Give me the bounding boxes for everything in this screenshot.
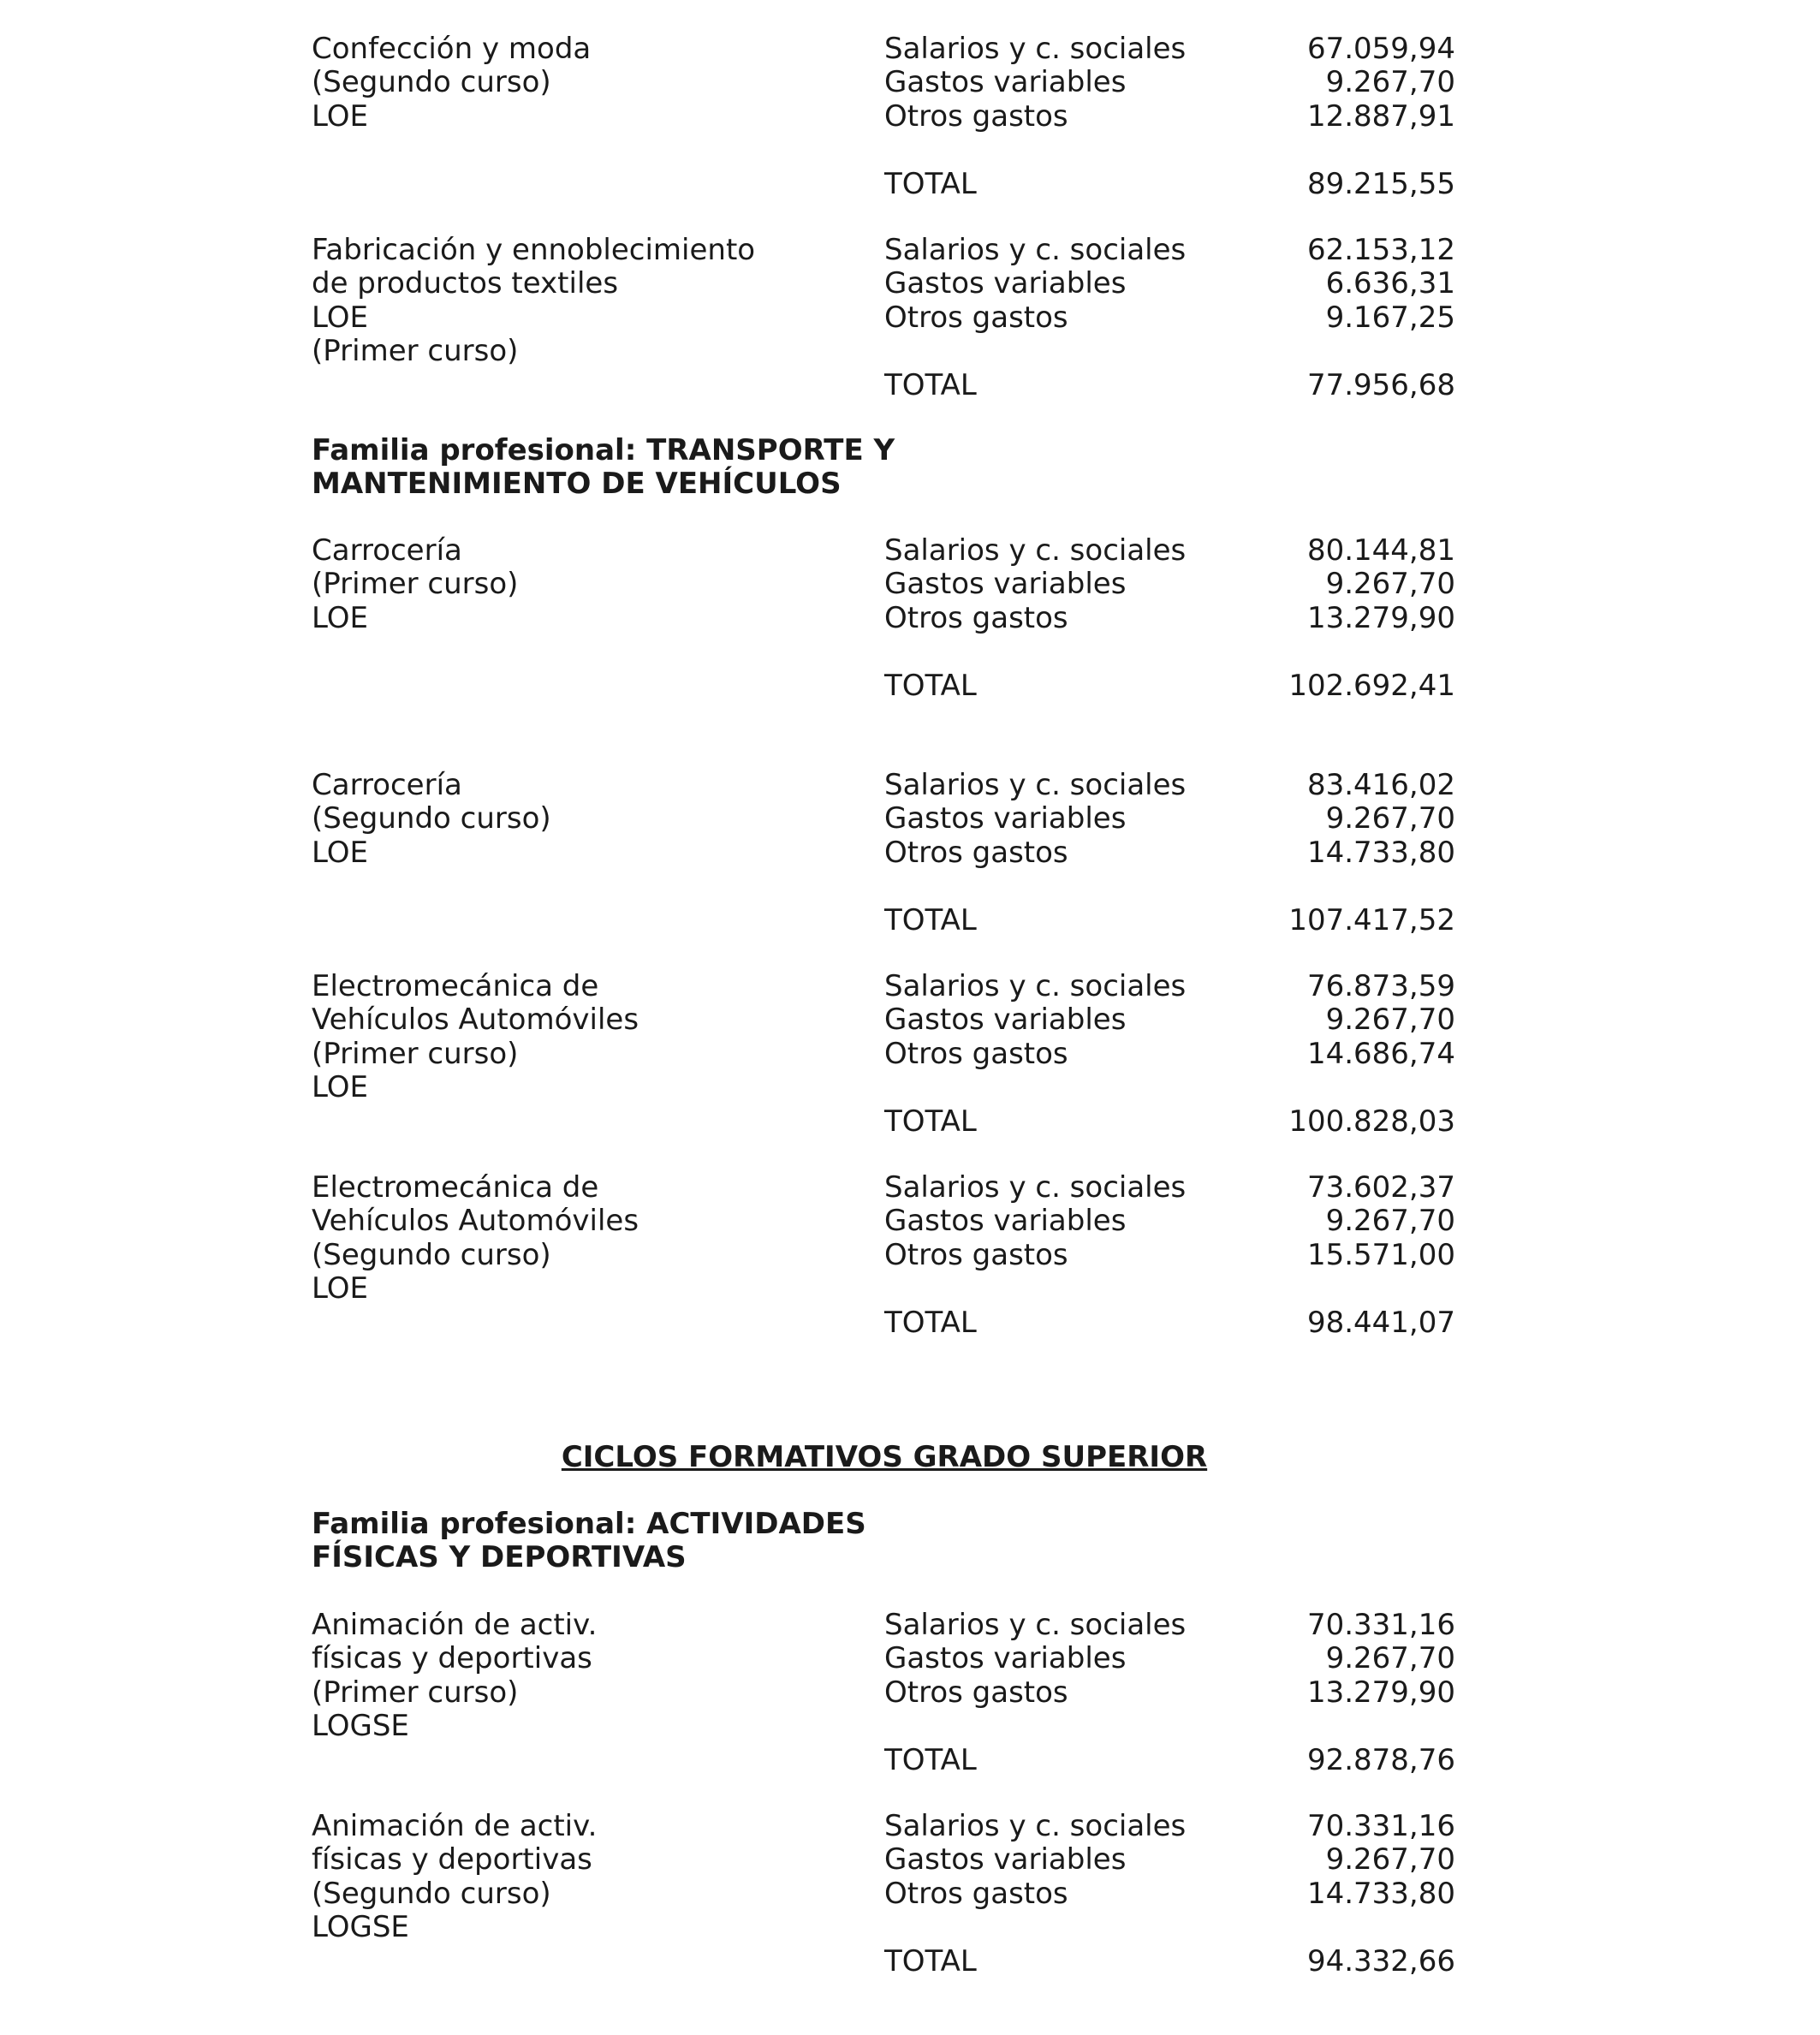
cost-concept: Gastos variables	[884, 1842, 1127, 1877]
total-amount: 89.215,55	[1306, 167, 1455, 201]
entry-label-line: Vehículos Automóviles	[312, 1003, 639, 1037]
cost-concept: Salarios y c. sociales	[884, 32, 1187, 66]
entry-label-line: Electromecánica de	[312, 1170, 599, 1205]
entry-label-line: Fabricación y ennoblecimiento	[312, 233, 756, 267]
total-label: TOTAL	[884, 167, 977, 201]
cost-amount: 14.733,80	[1306, 836, 1455, 870]
entry-label-line: Carrocería	[312, 768, 462, 802]
cost-concept: Otros gastos	[884, 1238, 1068, 1272]
entry-label-line: físicas y deportivas	[312, 1641, 592, 1675]
entry-label-line: LOE	[312, 1271, 368, 1306]
total-label: TOTAL	[884, 1743, 977, 1777]
family-heading-line: FÍSICAS Y DEPORTIVAS	[312, 1540, 687, 1574]
cost-amount: 15.571,00	[1306, 1238, 1455, 1272]
total-amount: 102.692,41	[1288, 669, 1455, 703]
cost-amount: 80.144,81	[1306, 533, 1455, 568]
cost-concept: Salarios y c. sociales	[884, 533, 1187, 568]
entry-label-line: LOE	[312, 1070, 368, 1104]
cost-amount: 83.416,02	[1306, 768, 1455, 802]
total-label: TOTAL	[884, 1104, 977, 1139]
cost-concept: Otros gastos	[884, 99, 1068, 134]
cost-concept: Otros gastos	[884, 601, 1068, 635]
cost-concept: Salarios y c. sociales	[884, 969, 1187, 1003]
cost-concept: Salarios y c. sociales	[884, 233, 1187, 267]
entry-label-line: LOE	[312, 836, 368, 870]
entry-label-line: de productos textiles	[312, 266, 619, 300]
entry-label-line: (Primer curso)	[312, 1675, 519, 1710]
cost-concept: Gastos variables	[884, 1641, 1127, 1675]
cost-amount: 14.686,74	[1306, 1037, 1455, 1071]
cost-amount: 9.267,70	[1325, 1641, 1455, 1675]
total-amount: 92.878,76	[1306, 1743, 1455, 1777]
total-label: TOTAL	[884, 1944, 977, 1978]
cost-amount: 76.873,59	[1306, 969, 1455, 1003]
entry-label-line: (Primer curso)	[312, 1037, 519, 1071]
cost-concept: Salarios y c. sociales	[884, 1608, 1187, 1642]
entry-label-line: Vehículos Automóviles	[312, 1204, 639, 1238]
entry-label-line: LOE	[312, 99, 368, 134]
entry-label-line: (Primer curso)	[312, 334, 519, 368]
cost-amount: 9.167,25	[1325, 300, 1455, 335]
cost-amount: 12.887,91	[1306, 99, 1455, 134]
entry-label-line: LOE	[312, 601, 368, 635]
cost-concept: Otros gastos	[884, 1037, 1068, 1071]
cost-amount: 9.267,70	[1325, 801, 1455, 836]
cost-amount: 70.331,16	[1306, 1809, 1455, 1843]
cost-concept: Salarios y c. sociales	[884, 1809, 1187, 1843]
cost-amount: 9.267,70	[1325, 65, 1455, 99]
cost-amount: 9.267,70	[1325, 1204, 1455, 1238]
cost-amount: 62.153,12	[1306, 233, 1455, 267]
entry-label-line: físicas y deportivas	[312, 1842, 592, 1877]
cost-amount: 70.331,16	[1306, 1608, 1455, 1642]
cost-concept: Gastos variables	[884, 266, 1127, 300]
entry-label-line: (Primer curso)	[312, 567, 519, 601]
total-amount: 94.332,66	[1306, 1944, 1455, 1978]
cost-amount: 9.267,70	[1325, 1842, 1455, 1877]
cost-amount: 6.636,31	[1325, 266, 1455, 300]
cost-concept: Otros gastos	[884, 1675, 1068, 1710]
cost-amount: 9.267,70	[1325, 567, 1455, 601]
cost-concept: Otros gastos	[884, 1877, 1068, 1911]
family-heading-line: Familia profesional: TRANSPORTE Y	[312, 433, 895, 467]
entry-label-line: LOE	[312, 300, 368, 335]
total-amount: 77.956,68	[1306, 368, 1455, 402]
entry-label-line: (Segundo curso)	[312, 65, 551, 99]
cost-concept: Gastos variables	[884, 65, 1127, 99]
cost-concept: Salarios y c. sociales	[884, 768, 1187, 802]
cost-amount: 9.267,70	[1325, 1003, 1455, 1037]
entry-label-line: (Segundo curso)	[312, 1238, 551, 1272]
total-label: TOTAL	[884, 368, 977, 402]
entry-label-line: LOGSE	[312, 1709, 409, 1743]
cost-amount: 73.602,37	[1306, 1170, 1455, 1205]
cost-amount: 67.059,94	[1306, 32, 1455, 66]
total-label: TOTAL	[884, 669, 977, 703]
cost-concept: Gastos variables	[884, 1003, 1127, 1037]
cost-concept: Otros gastos	[884, 300, 1068, 335]
total-amount: 100.828,03	[1288, 1104, 1455, 1139]
cost-concept: Gastos variables	[884, 1204, 1127, 1238]
cost-amount: 13.279,90	[1306, 1675, 1455, 1710]
entry-label-line: (Segundo curso)	[312, 1877, 551, 1911]
entry-label-line: (Segundo curso)	[312, 801, 551, 836]
cost-concept: Gastos variables	[884, 567, 1127, 601]
entry-label-line: LOGSE	[312, 1910, 409, 1944]
entry-label-line: Carrocería	[312, 533, 462, 568]
cost-concept: Otros gastos	[884, 836, 1068, 870]
total-amount: 98.441,07	[1306, 1306, 1455, 1340]
entry-label-line: Electromecánica de	[312, 969, 599, 1003]
total-label: TOTAL	[884, 903, 977, 937]
total-amount: 107.417,52	[1288, 903, 1455, 937]
cost-amount: 13.279,90	[1306, 601, 1455, 635]
cost-amount: 14.733,80	[1306, 1877, 1455, 1911]
family-heading-line: Familia profesional: ACTIVIDADES	[312, 1507, 866, 1541]
family-heading-line: MANTENIMIENTO DE VEHÍCULOS	[312, 467, 842, 501]
entry-label-line: Animación de activ.	[312, 1608, 598, 1642]
section-title: CICLOS FORMATIVOS GRADO SUPERIOR	[561, 1440, 1208, 1474]
cost-concept: Gastos variables	[884, 801, 1127, 836]
entry-label-line: Animación de activ.	[312, 1809, 598, 1843]
entry-label-line: Confección y moda	[312, 32, 592, 66]
total-label: TOTAL	[884, 1306, 977, 1340]
cost-concept: Salarios y c. sociales	[884, 1170, 1187, 1205]
